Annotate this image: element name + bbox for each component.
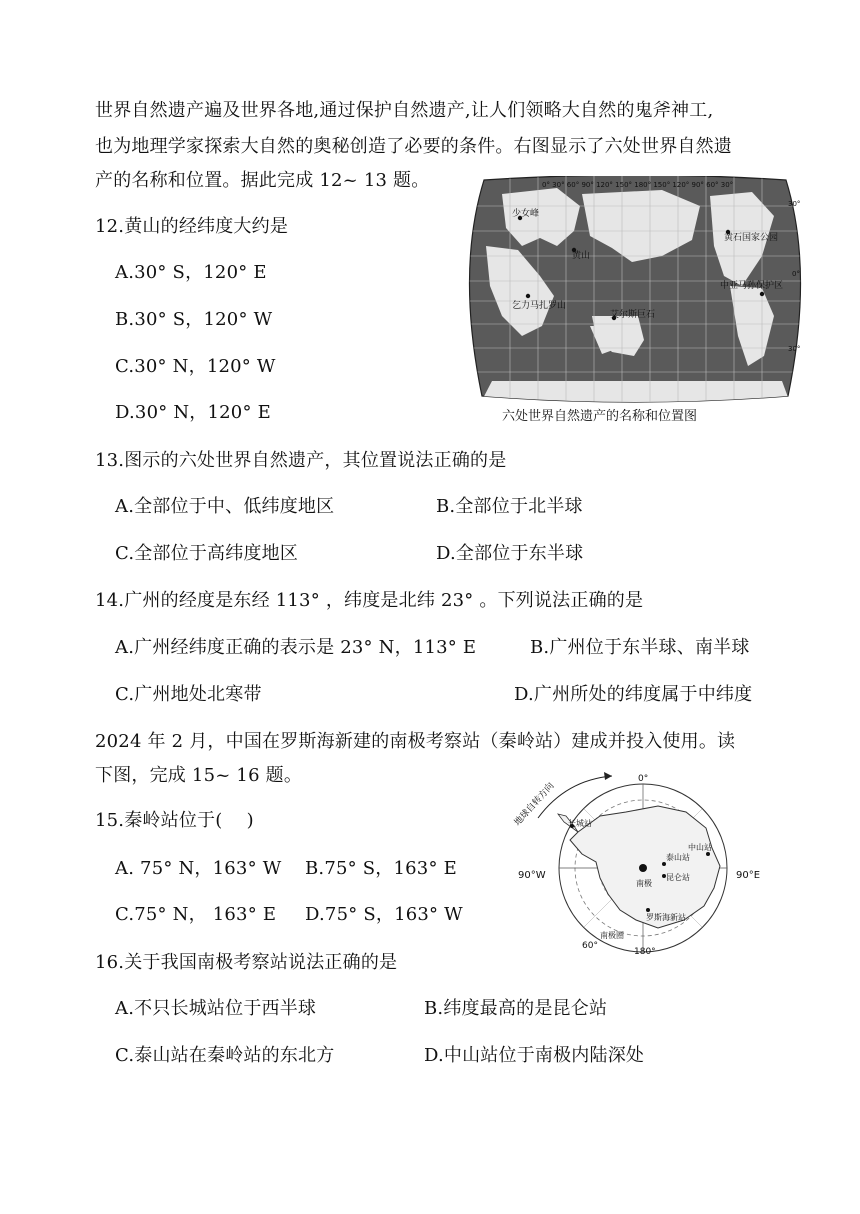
world-map (462, 176, 808, 426)
intro-paragraph-line: 世界自然遗产遍及世界各地,通过保护自然遗产,让人们领略大自然的鬼斧神工, (95, 100, 714, 121)
intro-paragraph-line: 下图，完成 15~ 16 题。 (95, 765, 303, 786)
site-label-jungfrau: 少女峰 (512, 209, 540, 219)
question-15-option-a[interactable]: A. 75° N，163° W (115, 858, 282, 879)
question-14-stem: 14.广州的经度是东经 113° ，纬度是北纬 23° 。下列说法正确的是 (95, 590, 644, 611)
question-15-option-b[interactable]: B.75° S，163° E (305, 858, 457, 879)
lon-label-90w: 90°W (518, 870, 546, 881)
antarctic-map-figure (508, 770, 778, 955)
question-15-option-d[interactable]: D.75° S，163° W (305, 904, 463, 925)
site-label-amazon: 中亚马孙保护区 (720, 281, 784, 291)
lon-label-90e: 90°E (736, 870, 761, 881)
question-14-option-a[interactable]: A.广州经纬度正确的表示是 23° N，113° E (115, 637, 477, 658)
question-14-option-b[interactable]: B.广州位于东半球、南半球 (530, 637, 750, 658)
question-16-stem: 16.关于我国南极考察站说法正确的是 (95, 952, 398, 973)
question-14-option-d[interactable]: D.广州所处的纬度属于中纬度 (514, 684, 753, 705)
world-map-caption: 六处世界自然遗产的名称和位置图 (502, 409, 698, 424)
question-13-option-d[interactable]: D.全部位于东半球 (436, 543, 584, 564)
lat-label: 30° (788, 200, 801, 208)
question-13-option-b[interactable]: B.全部位于北半球 (436, 496, 583, 517)
antarctic-map (508, 770, 778, 955)
question-15-stem: 15.秦岭站位于( ) (95, 810, 254, 831)
question-14-option-c[interactable]: C.广州地处北寒带 (115, 684, 262, 705)
site-label-kilimanjaro: 乞力马扎罗山 (512, 301, 567, 311)
question-16-option-c[interactable]: C.泰山站在秦岭站的东北方 (115, 1045, 335, 1066)
lat-label-60: 60° (582, 941, 598, 951)
station-zhongshan: 中山站 (688, 843, 712, 852)
lon-label-180: 180° (634, 947, 656, 955)
question-13-option-c[interactable]: C.全部位于高纬度地区 (115, 543, 299, 564)
question-15-option-c[interactable]: C.75° N， 163° E (115, 904, 277, 925)
longitude-labels: 0° 30° 60° 90° 120° 150° 180° 150° 120° 90° 60° 30° (542, 181, 734, 189)
station-taishan: 泰山站 (666, 853, 690, 862)
question-13-stem: 13.图示的六处世界自然遗产，其位置说法正确的是 (95, 450, 507, 471)
station-ross-sea: 罗斯海新站 (646, 913, 686, 922)
question-12-option-b[interactable]: B.30° S，120° W (115, 309, 273, 330)
question-12-stem: 12.黄山的经纬度大约是 (95, 216, 289, 237)
question-12-option-d[interactable]: D.30° N，120° E (115, 402, 271, 423)
intro-paragraph-line: 也为地理学家探索大自然的奥秘创造了必要的条件。右图显示了六处世界自然遗 (95, 136, 732, 157)
station-kunlun: 昆仑站 (666, 873, 690, 882)
intro-paragraph-line: 2024 年 2 月，中国在罗斯海新建的南极考察站（秦岭站）建成并投入使用。读 (95, 731, 736, 752)
south-pole-label: 南极 (636, 879, 652, 888)
site-label-uluru: 艾尔斯巨石 (610, 310, 656, 320)
intro-paragraph-line: 产的名称和位置。据此完成 12~ 13 题。 (95, 170, 430, 191)
question-12-option-c[interactable]: C.30° N，120° W (115, 356, 276, 377)
world-map-figure (462, 176, 808, 426)
lon-label-0: 0° (638, 774, 649, 784)
station-great-wall: 长城站 (568, 819, 592, 828)
lat-label: 30° (788, 345, 801, 353)
question-12-option-a[interactable]: A.30° S，120° E (115, 262, 267, 283)
question-16-option-b[interactable]: B.纬度最高的是昆仑站 (424, 998, 608, 1019)
question-16-option-d[interactable]: D.中山站位于南极内陆深处 (424, 1045, 645, 1066)
question-16-option-a[interactable]: A.不只长城站位于西半球 (115, 998, 317, 1019)
question-13-option-a[interactable]: A.全部位于中、低纬度地区 (115, 496, 335, 517)
antarctic-circle-label: 南极圈 (600, 931, 624, 940)
site-label-huangshan: 黄山 (572, 251, 591, 261)
rotation-direction-label: 地球自转方向 (512, 781, 557, 829)
lat-label: 0° (792, 270, 800, 278)
site-label-yellowstone: 黄石国家公园 (724, 233, 779, 243)
